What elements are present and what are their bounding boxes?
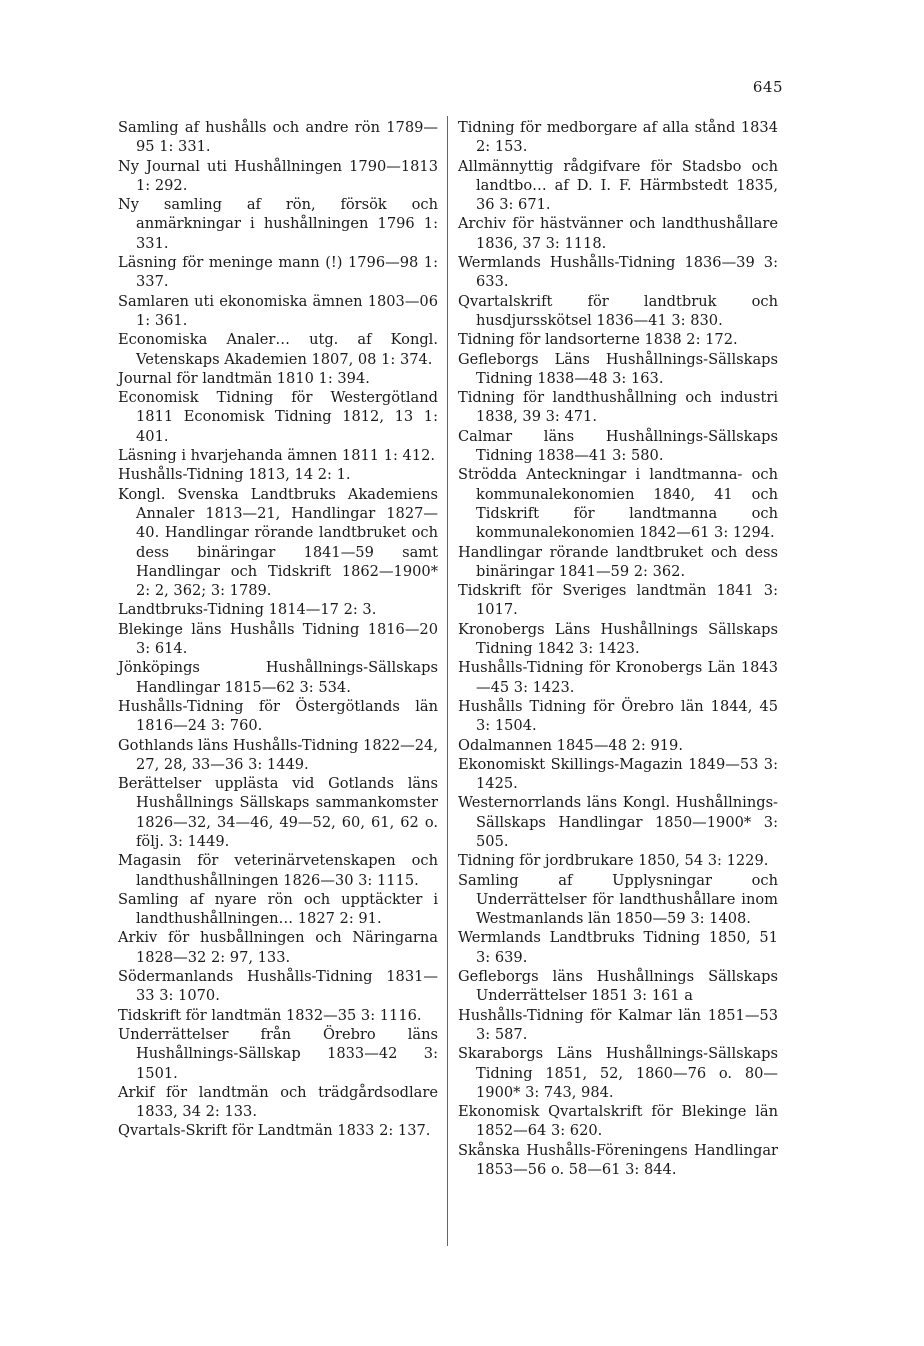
index-entry: Archiv för hästvänner och landthushållare 1836, 37 3: 1118. xyxy=(458,215,778,252)
index-entry: Allmännyttig rådgifvare för Stadsbo och landtbo… af D. I. F. Härmbstedt 1835, 36 3: 671. xyxy=(458,157,778,214)
index-entry: Gothlands läns Hushålls-Tidning 1822—24, 27, 28, 33—36 3: 1449. xyxy=(118,736,438,773)
index-entry: Samlaren uti ekonomiska ämnen 1803—06 1: 361. xyxy=(118,292,438,329)
index-entry: Underrättelser från Örebro läns Hushållnings-Sällskap 1833—42 3: 1501. xyxy=(118,1025,438,1082)
index-entry: Ekonomisk Qvartalskrift för Blekinge län 1852—64 3: 620. xyxy=(458,1103,778,1140)
index-entry: Hushålls-Tidning för Östergötlands län 1816—24 3: 760. xyxy=(118,697,438,735)
index-entry: Samling af nyare rön och upptäckter i landthushållningen… 1827 2: 91. xyxy=(118,890,438,928)
index-entry: Wermlands Hushålls-Tidning 1836—39 3: 633. xyxy=(458,254,778,291)
right-column xyxy=(458,118,778,1179)
page-number: 645 xyxy=(752,78,783,96)
index-entry: Tidning för jordbrukare 1850, 54 3: 1229. xyxy=(458,852,769,870)
index-entry: Ekonomiskt Skillings-Magazin 1849—53 3: 1425. xyxy=(458,755,778,793)
index-entry: Handlingar rörande landtbruket och dess binäringar 1841—59 2: 362. xyxy=(458,543,778,580)
index-entry: Journal för landtmän 1810 1: 394. xyxy=(118,369,370,387)
index-entry: Qvartalskrift för landtbruk och husdjursskötsel 1836—41 3: 830. xyxy=(458,292,778,329)
index-entry: Qvartals-Skrift för Landtmän 1833 2: 137. xyxy=(118,1122,431,1140)
index-entry: Economisk Tidning för Westergötland 1811 Economisk Tidning 1812, 13 1: 401. xyxy=(118,389,438,445)
index-entry: Economiska Analer… utg. af Kongl. Vetenskaps Akademien 1807, 08 1: 374. xyxy=(118,331,438,368)
index-entry: Arkif för landtmän och trädgårdsodlare 1833, 34 2: 133. xyxy=(118,1083,438,1121)
index-entry: Gefleborgs läns Hushållnings Sällskaps Underrättelser 1851 3: 161 a xyxy=(458,968,778,1005)
index-entry: Skånska Hushålls-Föreningens Handlingar 1853—56 o. 58—61 3: 844. xyxy=(458,1141,778,1179)
index-entry: Westernorrlands läns Kongl. Hushållnings-Sällskaps Handlingar 1850—1900* 3: 505. xyxy=(458,794,778,850)
index-entry: Läsning för meninge mann (!) 1796—98 1: 337. xyxy=(118,254,438,291)
index-entry: Kongl. Svenska Landtbruks Akademiens Annaler 1813—21, Handlingar 1827—40. Handlingar rörande landtbruket och dess binäringar 1841—59 samt Handlingar och Tidskrift 1862—1900* 2: 2, 362; 3: 1789. xyxy=(118,485,438,600)
index-entry: Skaraborgs Läns Hushållnings-Sällskaps Tidning 1851, 52, 1860—76 o. 80—1900* 3: 743, 984. xyxy=(458,1045,778,1101)
index-entry: Arkiv för husbållningen och Näringarna 1828—32 2: 97, 133. xyxy=(118,929,438,966)
index-entry: Läsning i hvarjehanda ämnen 1811 1: 412. xyxy=(118,447,436,465)
index-entry: Calmar läns Hushållnings-Sällskaps Tidning 1838—41 3: 580. xyxy=(458,427,778,465)
index-entry: Hushålls Tidning för Örebro län 1844, 45 3: 1504. xyxy=(458,697,778,735)
index-entry: Blekinge läns Hushålls Tidning 1816—20 3: 614. xyxy=(118,620,438,658)
index-entry: Tidskrift för landtmän 1832—35 3: 1116. xyxy=(118,1006,422,1024)
index-entry: Hushålls-Tidning 1813, 14 2: 1. xyxy=(118,466,351,484)
index-entry: Berättelser upplästa vid Gotlands läns Hushållnings Sällskaps sammankomster 1826—32, 34—46, 49—52, 60, 61, 62 o. följ. 3: 1449. xyxy=(118,775,438,850)
index-entry: Ny samling af rön, försök och anmärkningar i hushållningen 1796 1: 331. xyxy=(118,196,438,252)
index-entry: Samling af hushålls och andre rön 1789—95 1: 331. xyxy=(118,119,438,156)
index-entry: Ny Journal uti Hushållningen 1790—1813 1: 292. xyxy=(118,157,438,194)
index-entry: Magasin för veterinärvetenskapen och landthushållningen 1826—30 3: 1115. xyxy=(118,852,438,889)
index-entry: Samling af Upplysningar och Underrättelser för landthushållare inom Westmanlands län 1850—59 3: 1408. xyxy=(458,871,778,928)
index-entry: Kronobergs Läns Hushållnings Sällskaps Tidning 1842 3: 1423. xyxy=(458,620,778,658)
left-column xyxy=(118,118,438,1141)
index-entry: Odalmannen 1845—48 2: 919. xyxy=(458,736,683,754)
index-entry: Tidning för landthushållning och industri 1838, 39 3: 471. xyxy=(458,389,778,426)
index-entry: Hushålls-Tidning för Kronobergs Län 1843—45 3: 1423. xyxy=(458,659,778,696)
index-entry: Tidning för landsorterne 1838 2: 172. xyxy=(458,331,738,349)
index-entry: Tidskrift för Sveriges landtmän 1841 3: 1017. xyxy=(458,582,778,619)
index-entry: Strödda Anteckningar i landtmanna- och kommunalekonomien 1840, 41 och Tidskrift för landtmanna och kommunalekonomien 1842—61 3: 1294. xyxy=(458,466,778,542)
index-entry: Landtbruks-Tidning 1814—17 2: 3. xyxy=(118,601,377,619)
index-entry: Hushålls-Tidning för Kalmar län 1851—53 3: 587. xyxy=(458,1006,778,1043)
index-entry: Gefleborgs Läns Hushållnings-Sällskaps Tidning 1838—48 3: 163. xyxy=(458,350,778,387)
index-entry: Tidning för medborgare af alla stånd 1834 2: 153. xyxy=(458,119,778,156)
index-entry: Jönköpings Hushållnings-Sällskaps Handlingar 1815—62 3: 534. xyxy=(118,659,438,696)
index-entry: Södermanlands Hushålls-Tidning 1831—33 3: 1070. xyxy=(118,968,438,1005)
column-divider xyxy=(447,116,448,1246)
index-entry: Wermlands Landtbruks Tidning 1850, 51 3: 639. xyxy=(458,929,778,966)
